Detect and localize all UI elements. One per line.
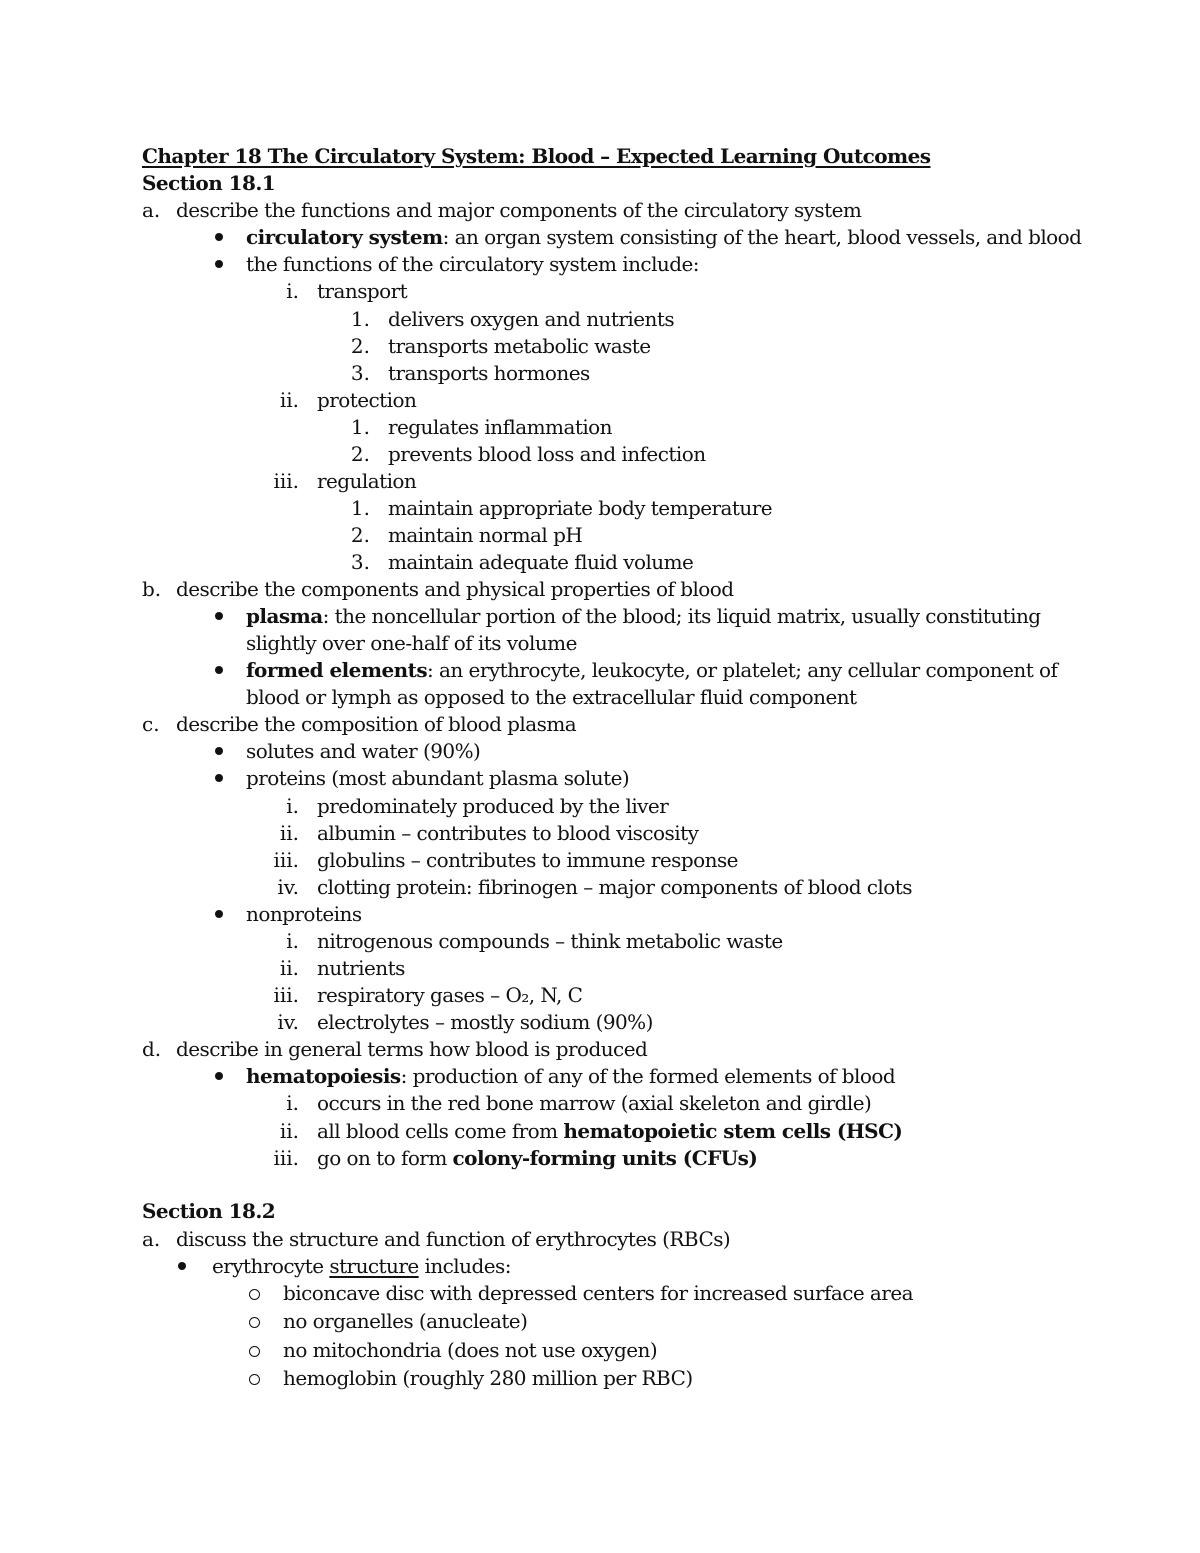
outcome-a-text: discuss the structure and function of erythrocytes (RBCs) [176,1227,731,1251]
list-item-text: includes: [418,1254,511,1278]
roman-marker: iii. [273,1146,299,1170]
list-item-text: go on to form [317,1146,453,1170]
outcome-marker-b: b. [142,577,162,601]
list-item: no organelles (anucleate) [283,1309,528,1333]
list-item: transport [317,279,408,303]
roman-marker: ii. [279,1119,299,1143]
term-hsc: hematopoietic stem cells (HSC) [563,1119,903,1143]
roman-marker: i. [286,279,299,303]
outcome-d-text: describe in general terms how blood is produced [176,1037,648,1061]
roman-marker: i. [286,929,299,953]
list-item: nutrients [317,956,405,980]
list-item: predominately produced by the liver [317,794,669,818]
outcome-b-text: describe the components and physical properties of blood [176,577,734,601]
list-item: no mitochondria (does not use oxygen) [283,1338,658,1362]
list-item: proteins (most abundant plasma solute) [246,766,630,790]
term-cfus: colony-forming units (CFUs) [452,1146,758,1170]
list-item [246,224,1081,251]
number-marker: 1. [350,496,370,520]
list-item: hemoglobin (roughly 280 million per RBC) [283,1366,693,1390]
circle-bullet-icon [249,1374,260,1385]
list-item [317,1145,757,1172]
definition-text: : an organ system consisting of the heart, blood vessels, and blood [442,225,1082,249]
list-item: transports hormones [388,361,590,385]
list-item-text: erythrocyte [212,1254,330,1278]
list-item: the functions of the circulatory system include: [246,252,699,276]
bullet-icon [178,1262,186,1270]
bullet-icon [215,774,223,782]
list-item-continuation: blood or lymph as opposed to the extracellular fluid component [246,685,857,709]
underlined-word: structure [329,1254,419,1278]
outcome-c-text: describe the composition of blood plasma [176,712,577,736]
list-item-text: all blood cells come from [317,1119,564,1143]
outcome-marker-a: a. [142,198,161,222]
section-heading-18-1: Section 18.1 [142,171,276,195]
list-item [246,603,1041,630]
definition-text: : production of any of the formed elements of blood [400,1064,896,1088]
roman-marker: i. [286,794,299,818]
list-item: globulins – contributes to immune response [317,848,738,872]
number-marker: 2. [350,334,370,358]
list-item: prevents blood loss and infection [388,442,706,466]
list-item: electrolytes – mostly sodium (90%) [317,1010,653,1034]
list-item: transports metabolic waste [388,334,651,358]
list-item: regulation [317,469,417,493]
circle-bullet-icon [249,1317,260,1328]
roman-marker: i. [286,1091,299,1115]
roman-marker: iii. [273,983,299,1007]
roman-marker: ii. [279,388,299,412]
list-item [246,1063,895,1090]
number-marker: 1. [350,307,370,331]
term-formed-elements: formed elements [246,658,428,682]
number-marker: 3. [350,550,370,574]
definition-text: : an erythrocyte, leukocyte, or platelet; any cellular component of [427,658,1058,682]
list-item: protection [317,388,417,412]
roman-marker: iii. [273,469,299,493]
bullet-icon [215,1072,223,1080]
list-item [246,657,1057,684]
bullet-icon [215,910,223,918]
roman-marker: iv. [277,1010,299,1034]
list-item: regulates inflammation [388,415,613,439]
bullet-icon [215,260,223,268]
list-item: maintain normal pH [388,523,583,547]
number-marker: 1. [350,415,370,439]
list-item: respiratory gases – O₂, N, C [317,983,583,1007]
list-item [317,1118,902,1145]
list-item: biconcave disc with depressed centers for increased surface area [283,1281,913,1305]
bullet-icon [215,612,223,620]
outcome-marker-a: a. [142,1227,161,1251]
list-item [212,1253,511,1280]
bullet-icon [215,747,223,755]
outcome-a-text: describe the functions and major components of the circulatory system [176,198,862,222]
list-item: nitrogenous compounds – think metabolic waste [317,929,783,953]
list-item-continuation: slightly over one-half of its volume [246,631,577,655]
list-item: solutes and water (90%) [246,739,481,763]
number-marker: 2. [350,442,370,466]
number-marker: 3. [350,361,370,385]
roman-marker: iii. [273,848,299,872]
definition-text: : the noncellular portion of the blood; its liquid matrix, usually constituting [322,604,1041,628]
number-marker: 2. [350,523,370,547]
term-plasma: plasma [246,604,323,628]
list-item: nonproteins [246,902,362,926]
roman-marker: iv. [277,875,299,899]
list-item: albumin – contributes to blood viscosity [317,821,699,845]
roman-marker: ii. [279,821,299,845]
circle-bullet-icon [249,1346,260,1357]
outcome-marker-d: d. [142,1037,162,1061]
bullet-icon [215,233,223,241]
roman-marker: ii. [279,956,299,980]
list-item: delivers oxygen and nutrients [388,307,675,331]
circle-bullet-icon [249,1289,260,1300]
list-item: maintain appropriate body temperature [388,496,773,520]
section-heading-18-2: Section 18.2 [142,1199,276,1223]
term-circulatory-system: circulatory system [246,225,443,249]
list-item: maintain adequate fluid volume [388,550,694,574]
outcome-marker-c: c. [142,712,160,736]
document-title: Chapter 18 The Circulatory System: Blood – Expected Learning Outcomes [142,144,931,168]
list-item: occurs in the red bone marrow (axial skeleton and girdle) [317,1091,872,1115]
list-item: clotting protein: fibrinogen – major components of blood clots [317,875,912,899]
bullet-icon [215,666,223,674]
term-hematopoiesis: hematopoiesis [246,1064,401,1088]
